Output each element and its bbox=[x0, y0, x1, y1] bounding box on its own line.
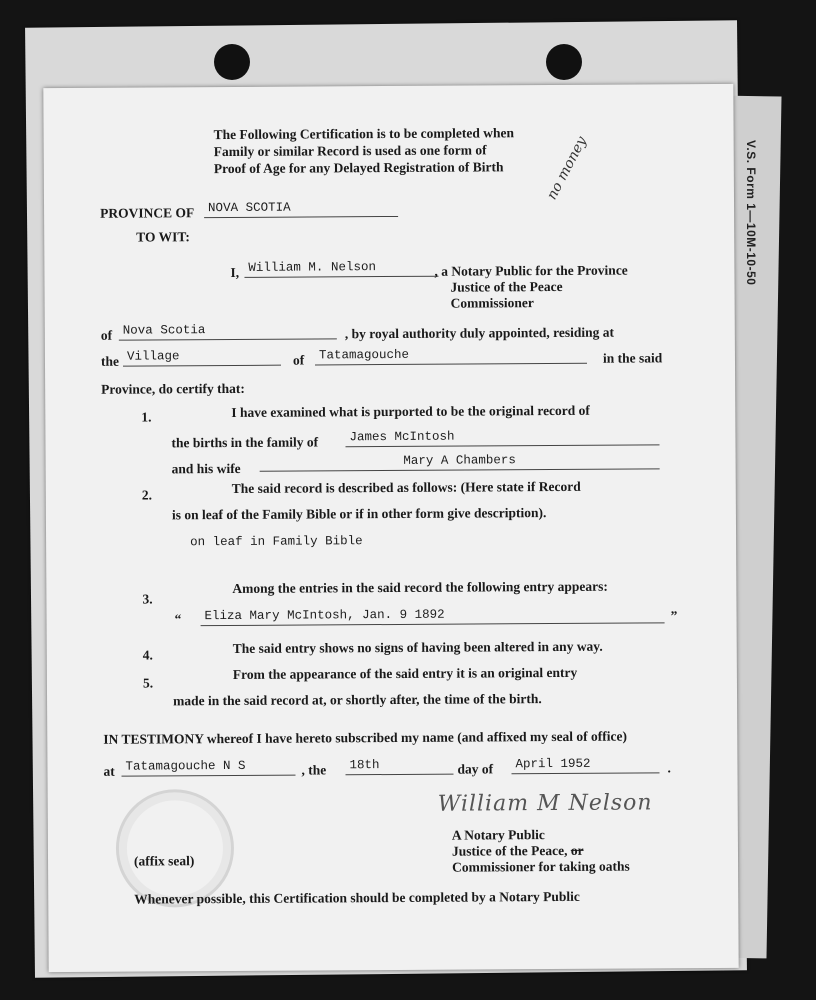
record-description: on leaf in Family Bible bbox=[190, 534, 363, 550]
province-field: NOVA SCOTIA bbox=[204, 200, 398, 218]
wife-field: Mary A Chambers bbox=[260, 452, 660, 471]
item-3-number: 3. bbox=[142, 591, 153, 607]
header-line-3: Proof of Age for any Delayed Registration of Birth bbox=[213, 159, 504, 177]
residence-the-field: Village bbox=[123, 349, 281, 367]
open-quote: “ bbox=[174, 611, 182, 627]
family-field: James McIntosh bbox=[345, 428, 659, 447]
header-line-2: Family or similar Record is used as one form of bbox=[213, 142, 487, 160]
declarant-prefix: I, bbox=[230, 264, 240, 280]
declarant-role-3: Commissioner bbox=[450, 295, 534, 311]
signer-title-1: A Notary Public bbox=[451, 827, 545, 843]
handwritten-note: no money bbox=[543, 134, 591, 203]
certification-form bbox=[43, 84, 738, 972]
header-line-1: The Following Certification is to be completed when bbox=[213, 125, 514, 143]
in-the-said: in the said bbox=[602, 350, 663, 366]
authority-text: , by royal authority duly appointed, residing at bbox=[344, 324, 615, 342]
close-quote: ” bbox=[670, 608, 678, 624]
residence-of-field: Nova Scotia bbox=[119, 322, 337, 340]
footer-note: Whenever possible, this Certification should be completed by a Notary Public bbox=[134, 888, 580, 907]
testimony-line bbox=[103, 729, 627, 748]
entry-field: Eliza Mary McIntosh, Jan. 9 1892 bbox=[200, 606, 664, 626]
province-label: PROVINCE OF bbox=[100, 205, 195, 221]
item-5-number: 5. bbox=[142, 675, 154, 691]
of2-label: of bbox=[292, 352, 305, 368]
item-5-text-1: From the appearance of the said entry it is an original entry bbox=[232, 664, 578, 682]
item-4-number: 4. bbox=[142, 647, 153, 663]
declarant-name-field: William M. Nelson bbox=[244, 260, 438, 278]
the-day-label: , the bbox=[301, 762, 327, 778]
item-1-text: I have examined what is purported to be the original record of bbox=[231, 402, 590, 420]
item-3-text: Among the entries in the said record the following entry appears: bbox=[232, 578, 608, 596]
date-period: . bbox=[667, 760, 671, 776]
of-label: of bbox=[100, 327, 113, 343]
item-2-text-2: is on leaf of the Family Bible or if in other form give description). bbox=[171, 505, 547, 523]
embossed-seal bbox=[116, 789, 235, 908]
punch-hole-right bbox=[546, 44, 582, 80]
side-form-label: V.S. Form 1—10M-10-50 bbox=[744, 140, 758, 286]
signer-title-3: Commissioner for taking oaths bbox=[452, 858, 630, 875]
struck-or: or bbox=[570, 842, 584, 858]
item-5-text-2: made in the said record at, or shortly after, the time of the birth. bbox=[173, 691, 542, 709]
declarant-role-1: , a Notary Public for the Province bbox=[434, 262, 628, 279]
punch-hole-left bbox=[214, 44, 250, 80]
testimony-place-field: Tatamagouche N S bbox=[121, 759, 295, 777]
day-of-label: day of bbox=[457, 761, 494, 777]
month-year-field: April 1952 bbox=[511, 756, 659, 774]
declarant-role-2: Justice of the Peace bbox=[450, 278, 563, 295]
place-field: Tatamagouche bbox=[315, 347, 587, 366]
signer-title-2 bbox=[452, 843, 584, 860]
at-label: at bbox=[103, 763, 115, 779]
handwritten-signature: William M Nelson bbox=[437, 790, 653, 817]
justice-text: Justice of the Peace, bbox=[451, 842, 568, 859]
item-1-number: 1. bbox=[141, 409, 152, 425]
province-certify: Province, do certify that: bbox=[101, 380, 245, 397]
the-label: the bbox=[100, 353, 120, 369]
affix-seal-label: (affix seal) bbox=[133, 853, 195, 869]
item-2-number: 2. bbox=[141, 487, 152, 503]
wife-label: and his wife bbox=[171, 460, 241, 477]
to-wit-label: TO WIT: bbox=[136, 229, 190, 245]
item-2-text-1: The said record is described as follows: (Here state if Record bbox=[231, 478, 581, 496]
testimony-rest: whereof I have hereto subscribed my name (and affixed my seal of office) bbox=[206, 728, 628, 747]
testimony-bold: IN TESTIMONY bbox=[103, 731, 204, 747]
day-field: 18th bbox=[345, 758, 453, 776]
item-4-text: The said entry shows no signs of having been altered in any way. bbox=[232, 638, 603, 656]
family-label: the births in the family of bbox=[171, 434, 319, 451]
